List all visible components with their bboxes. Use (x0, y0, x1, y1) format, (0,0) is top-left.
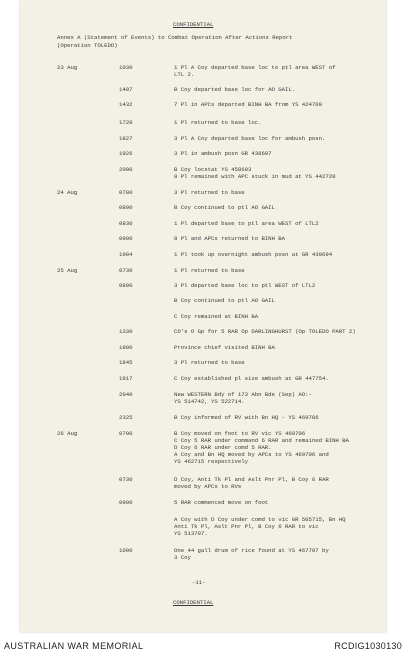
event-time: 0700 (119, 189, 133, 196)
event-time: 1000 (119, 547, 133, 554)
event-description-line: B Coy continued to ptl AO GAIL (174, 297, 275, 304)
event-description-line: 5 RAR commenced move on foot (174, 499, 269, 506)
event-time: 0700 (119, 430, 133, 437)
event-description-line: B Coy departed base loc for AO GAIL. (174, 86, 296, 93)
event-time: 1030 (119, 64, 133, 71)
event-time: 1917 (119, 375, 133, 382)
event-time: 1720 (119, 119, 133, 126)
event-description-line: 7 Pl in APCs departed BINH BA from YS 424709 (174, 101, 322, 108)
event-time: 0900 (119, 499, 133, 506)
event-time: 1845 (119, 359, 133, 366)
archive-name: AUSTRALIAN WAR MEMORIAL (4, 641, 144, 651)
annex-title-line-1: Annex A (Statement of Events) to Combat Operation After Actions Report (57, 34, 293, 41)
event-description-line: B Coy continued to ptl AO GAIL (174, 204, 275, 211)
annex-title-line-2: (Operation TOLEDO) (57, 42, 118, 49)
event-date: 25 Aug (57, 267, 78, 274)
event-description-line: B Coy moved on foot to RV vic YS 469706 (174, 430, 306, 437)
event-description-line: D Coy 6 RAR under comd 5 RAR. (174, 444, 272, 451)
event-time: 1926 (119, 150, 133, 157)
event-time: 0800 (119, 282, 133, 289)
event-time: 0730 (119, 476, 133, 483)
event-description-line: YS 513707. (174, 530, 208, 537)
event-description-line: YS 514742, YS 522714. (174, 398, 245, 405)
event-description-line: moved by APCs to RVs (174, 483, 242, 490)
event-time: 2040 (119, 391, 133, 398)
event-description-line: 3 Pl in ambush posn GR 438697 (174, 150, 272, 157)
event-description-line: 3 Pl departed base loc to ptl WEST of LTL2 (174, 282, 316, 289)
event-description-line: 1 Pl departed base to ptl area WEST of LTL2 (174, 220, 319, 227)
event-time: 2000 (119, 166, 133, 173)
event-description-line: 3 Pl returned to base (174, 189, 245, 196)
event-description-line: 1 Pl returned to base loc. (174, 119, 262, 126)
event-description-line: 1 Pl A Coy departed base loc to ptl area WEST of (174, 64, 336, 71)
event-date: 26 Aug (57, 430, 78, 437)
header-classification: CONFIDENTIAL (173, 21, 214, 28)
event-description-line: 3 Pl A Coy departed base loc for ambush posn. (174, 135, 326, 142)
event-description-line: B Coy informed of RV with Bn HQ - YS 469706 (174, 414, 319, 421)
event-description-line: CO's O Gp for 5 RAR Op DARLINGHURST (Op TOLEDO PART 2) (174, 328, 356, 335)
event-description-line: 1 Pl took up overnight ambush posn at GR 439694 (174, 251, 333, 258)
event-date: 24 Aug (57, 189, 78, 196)
event-time: 2325 (119, 414, 133, 421)
event-description-line: C Coy established pl size ambush at GR 447754. (174, 375, 329, 382)
event-description-line: 1 Pl returned to base (174, 267, 245, 274)
event-description-line: D Coy, Anti Tk Pl and Aslt Pnr Pl, B Coy 6 RAR (174, 476, 329, 483)
event-time: 1432 (119, 101, 133, 108)
event-description-line: Province chief visited BINH BA (174, 344, 275, 351)
document-page (20, 0, 386, 632)
event-description-line: 3 Coy (174, 554, 191, 561)
event-time: 1904 (119, 251, 133, 258)
event-description-line: C Coy remained at BINH BA (174, 313, 259, 320)
event-description-line: 3 Pl returned to base (174, 359, 245, 366)
page-number: -11- (192, 579, 206, 586)
event-description-line: B Coy locstat YS 458693 (174, 166, 252, 173)
event-description-line: New WESTERN Bdy of 173 Abn Bde (Sep) AO:- (174, 391, 312, 398)
event-time: 0730 (119, 267, 133, 274)
archive-footer (0, 636, 406, 654)
footer-classification: CONFIDENTIAL (173, 599, 214, 606)
event-description-line: 8 Pl and APCs returned to BINH BA (174, 235, 285, 242)
record-id: RCDIG1030130 (334, 641, 402, 651)
event-description-line: LTL 2. (174, 71, 195, 78)
event-description-line: A Coy with D Coy under comd to vic GR 505715, Bn HQ (174, 516, 346, 523)
event-description-line: YS 462715 respectively (174, 458, 248, 465)
event-time: 1827 (119, 135, 133, 142)
event-description-line: C Coy 5 RAR under command 6 RAR and remained BINH BA (174, 437, 349, 444)
event-description-line: One 44 gall drum of rice found at YS 467707 by (174, 547, 329, 554)
event-time: 0830 (119, 220, 133, 227)
event-time: 0900 (119, 235, 133, 242)
event-description-line: Anti Tk Pl, Aslt Pnr Pl, B Coy 6 RAR to vic (174, 523, 319, 530)
event-time: 1330 (119, 328, 133, 335)
event-time: 1407 (119, 86, 133, 93)
event-time: 0800 (119, 204, 133, 211)
event-description-line: A Coy and Bn HQ moved by APCs to YS 469706 and (174, 451, 329, 458)
event-time: 1800 (119, 344, 133, 351)
event-description-line: 8 Pl remained with APC stuck in mud at YS 442728 (174, 173, 336, 180)
event-date: 23 Aug (57, 64, 78, 71)
